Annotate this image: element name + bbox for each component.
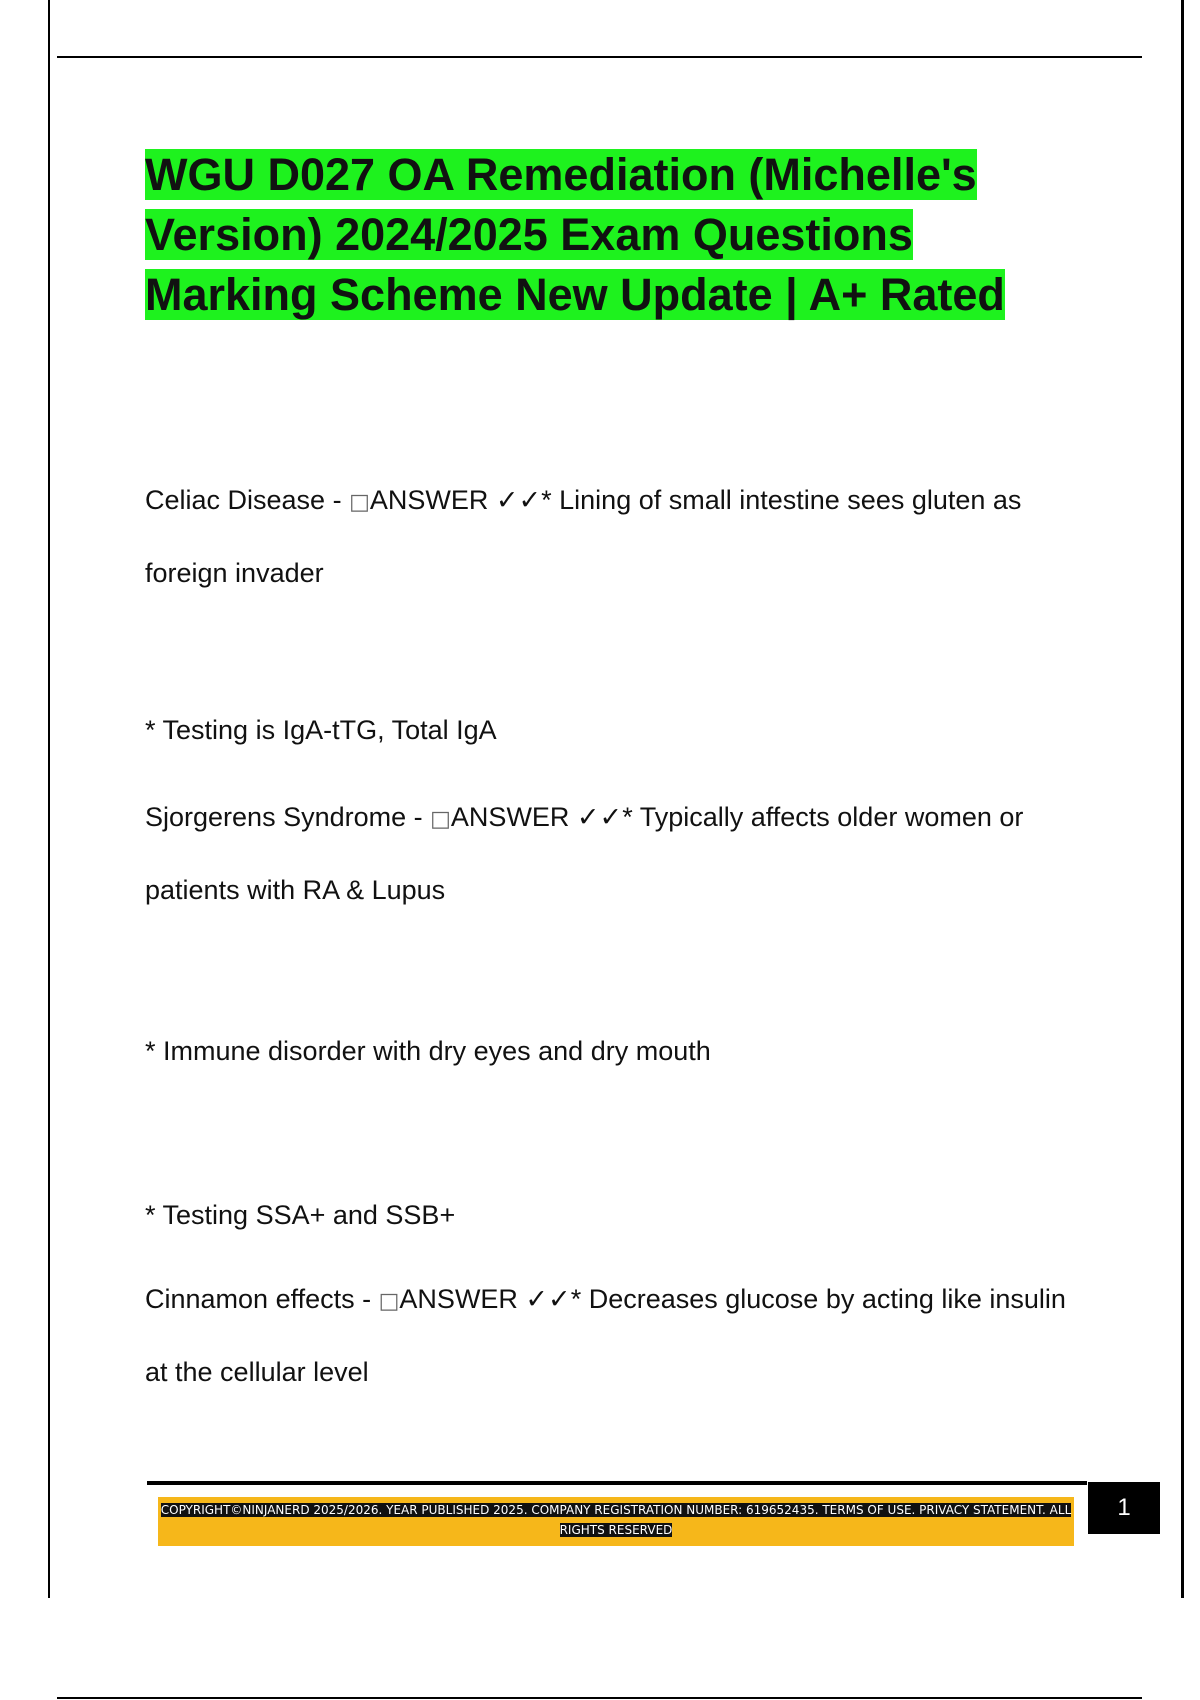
answer-label: ANSWER ✓✓ bbox=[450, 802, 623, 832]
entry-term: Celiac Disease - bbox=[145, 485, 350, 515]
entry-term: Cinnamon effects - bbox=[145, 1284, 379, 1314]
copyright-text: COPYRIGHT©NINJANERD 2025/2026. YEAR PUBLISHED 2025. COMPANY REGISTRATION NUMBER: 619652435. TERMS OF USE. PRIVACY STATEMENT. ALL RIGHTS RESERVED bbox=[160, 1503, 1072, 1537]
footer-rule bbox=[147, 1481, 1087, 1485]
header-rule bbox=[57, 56, 1142, 58]
page-number: 1 bbox=[1088, 1482, 1160, 1534]
entry-term: Sjorgerens Syndrome - bbox=[145, 802, 431, 832]
document-title bbox=[145, 145, 1085, 325]
qa-entry-cinnamon bbox=[145, 1264, 1095, 1408]
bottom-rule bbox=[57, 1697, 1142, 1699]
page-border-right bbox=[1181, 0, 1184, 1598]
answer-text: * Typically affects older women or patients with RA & Lupus bbox=[145, 802, 1024, 905]
missing-glyph-icon: □ bbox=[349, 490, 370, 515]
document-title-text: WGU D027 OA Remediation (Michelle's Version) 2024/2025 Exam Questions Marking Scheme New Update | A+ Rated bbox=[145, 149, 1005, 320]
answer-label: ANSWER ✓✓ bbox=[369, 485, 542, 515]
qa-entry-sjogren bbox=[145, 782, 1095, 926]
answer-text: * Decreases glucose by acting like insulin at the cellular level bbox=[145, 1284, 1066, 1387]
answer-label: ANSWER ✓✓ bbox=[399, 1284, 571, 1314]
answer-text: * Lining of small intestine sees gluten as foreign invader bbox=[145, 485, 1022, 588]
note-sjogren-immune: * Immune disorder with dry eyes and dry mouth bbox=[145, 1036, 711, 1066]
copyright-footer bbox=[158, 1497, 1074, 1546]
qa-entry-celiac bbox=[145, 465, 1095, 609]
note-sjogren-testing: * Testing SSA+ and SSB+ bbox=[145, 1200, 456, 1230]
missing-glyph-icon: □ bbox=[378, 1289, 400, 1314]
missing-glyph-icon: □ bbox=[430, 807, 451, 832]
note-celiac-testing: * Testing is IgA-tTG, Total IgA bbox=[145, 715, 497, 745]
page-border-left bbox=[48, 0, 50, 1598]
